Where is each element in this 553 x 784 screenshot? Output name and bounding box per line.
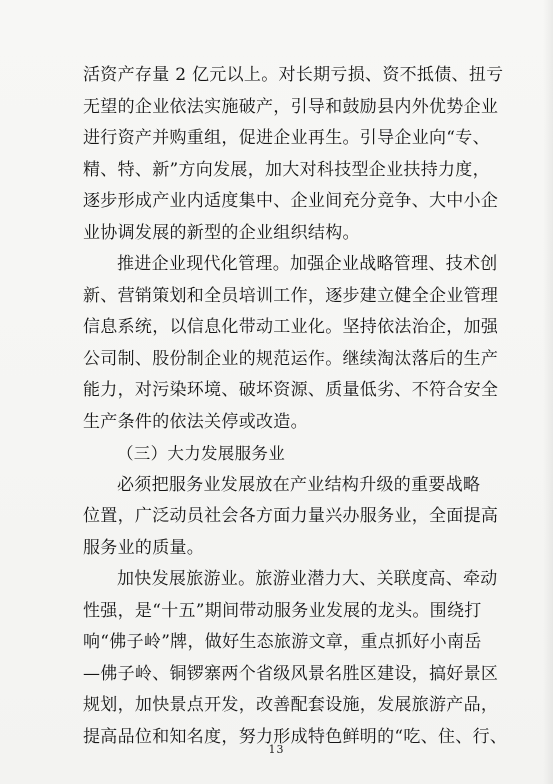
body-line: 业协调发展的新型的企业组织结构。 <box>83 222 360 243</box>
body-line: 能力，对污染环境、破坏资源、质量低劣、不符合安全 <box>83 380 499 400</box>
scan-edge-shadow <box>543 0 553 784</box>
body-line: 新、营销策划和全员培训工作，逐步建立健全企业管理 <box>83 285 499 306</box>
body-line: —佛子岭、铜锣寨两个省级风景名胜区建设，搞好景区 <box>83 663 499 684</box>
body-line: 活资产存量 2 亿元以上。对长期亏损、资不抵债、扭亏 <box>83 65 504 85</box>
body-line: 进行资产并购重组，促进企业再生。引导企业向“专、 <box>83 128 490 148</box>
paragraph-start-line: 加快发展旅游业。旅游业潜力大、关联度高、牵动 <box>117 569 498 589</box>
page-number: 13 <box>268 743 285 756</box>
body-line: 响“佛子岭”牌，做好生态旅游文章，重点抓好小南岳 <box>83 632 482 652</box>
paragraph-start-line: 推进企业现代化管理。加强企业战略管理、技术创 <box>117 254 498 274</box>
section-heading: （三）大力发展服务业 <box>117 444 285 463</box>
body-line: 提高品位和知名度，努力形成特色鲜明的“吃、住、行、 <box>83 726 508 747</box>
document-body <box>83 60 508 753</box>
body-line: 逐步形成产业内适度集中、企业间充分竞争、大中小企 <box>83 191 499 211</box>
body-line: 无望的企业依法实施破产，引导和鼓励县内外优势企业 <box>83 96 499 117</box>
body-line: 公司制、股份制企业的规范运作。继续淘汰落后的生产 <box>83 348 499 369</box>
body-line: 性强，是“十五”期间带动服务业发展的龙头。围绕打 <box>83 600 482 621</box>
body-line: 规划，加快景点开发，改善配套设施，发展旅游产品， <box>83 695 499 715</box>
paragraph-start-line: 必须把服务业发展放在产业结构升级的重要战略 <box>117 474 481 495</box>
body-line: 精、特、新”方向发展，加大对科技型企业扶持力度， <box>83 159 490 180</box>
body-line: 信息系统，以信息化带动工业化。坚持依法治企，加强 <box>83 317 499 337</box>
body-line: 生产条件的依法关停或改造。 <box>83 411 308 432</box>
body-line: 服务业的质量。 <box>83 537 205 558</box>
body-line: 位置，广泛动员社会各方面力量兴办服务业，全面提高 <box>83 506 499 526</box>
